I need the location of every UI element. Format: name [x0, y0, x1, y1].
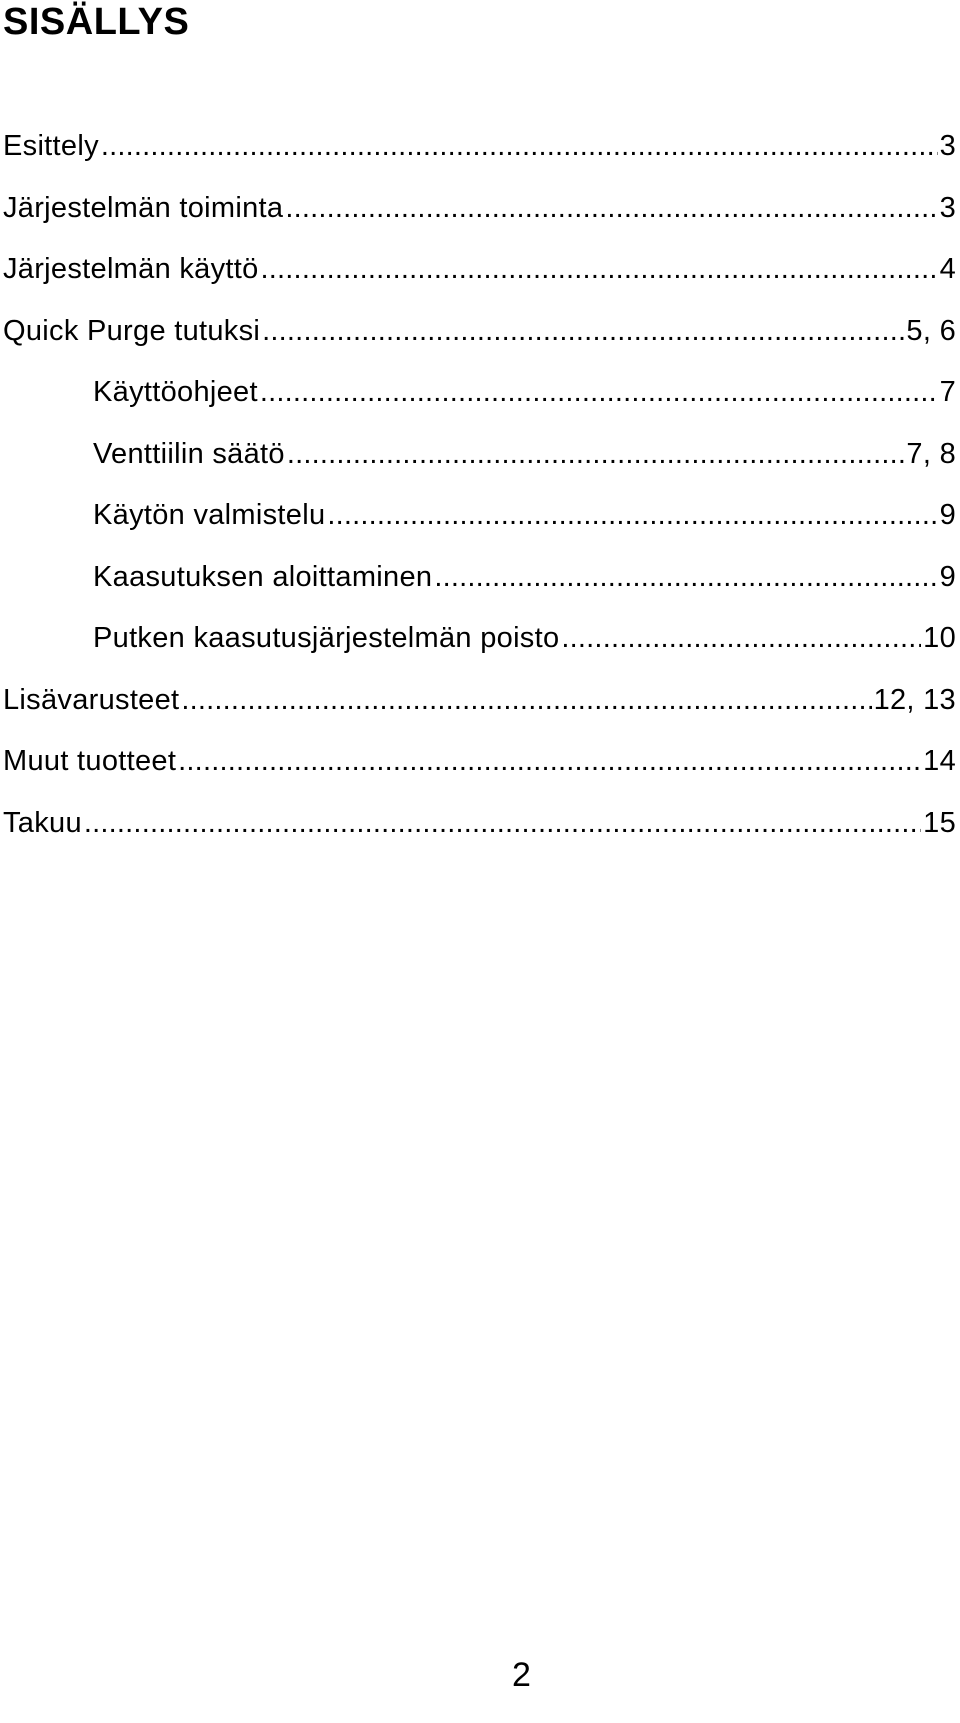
toc-entry-page: 7, 8	[906, 437, 956, 470]
toc-entry-jarjestelman-kaytto	[0, 249, 956, 311]
toc-entry-kayton-valmistelu	[0, 495, 956, 557]
toc-entry-takuu	[0, 803, 956, 865]
toc-entry-label: Lisävarusteet	[3, 683, 180, 716]
toc-entry-page: 15	[923, 806, 956, 839]
toc-entry-page: 3	[939, 130, 956, 162]
toc-entry-jarjestelman-toiminta	[0, 188, 956, 250]
dot-leader	[261, 249, 938, 289]
table-of-contents	[0, 126, 956, 864]
dot-leader	[84, 803, 921, 843]
dot-leader	[327, 495, 937, 535]
toc-entry-putken-kaasutusjarjestelman-poisto	[0, 618, 956, 680]
toc-entry-page: 3	[939, 191, 956, 224]
toc-entry-page: 14	[923, 745, 956, 777]
toc-entry-lisavarusteet	[0, 680, 956, 742]
dot-leader	[285, 188, 937, 228]
dot-leader	[260, 372, 938, 412]
document-title: SISÄLLYS	[3, 1, 190, 43]
dot-leader	[101, 126, 938, 166]
toc-entry-label: Putken kaasutusjärjestelmän poisto	[93, 622, 560, 654]
toc-entry-label: Venttiilin säätö	[93, 437, 285, 470]
toc-entry-page: 10	[923, 622, 956, 654]
toc-entry-page: 9	[939, 560, 956, 593]
toc-entry-venttiilin-saato	[0, 434, 956, 496]
toc-entry-quick-purge-tutuksi	[0, 311, 956, 373]
toc-entry-label: Esittely	[3, 130, 99, 162]
toc-entry-label: Kaasutuksen aloittaminen	[93, 560, 433, 593]
toc-entry-label: Käytön valmistelu	[93, 499, 326, 531]
toc-entry-label: Käyttöohjeet	[93, 376, 258, 408]
toc-entry-page: 7	[939, 376, 956, 408]
toc-entry-label: Järjestelmän toiminta	[3, 191, 284, 224]
toc-entry-esittely	[0, 126, 956, 188]
toc-entry-muut-tuotteet	[0, 741, 956, 803]
toc-entry-kaasutuksen-aloittaminen	[0, 557, 956, 619]
toc-entry-label: Quick Purge tutuksi	[3, 314, 261, 347]
toc-entry-page: 5, 6	[906, 314, 956, 347]
toc-entry-page: 9	[939, 499, 956, 531]
toc-entry-kayttoohjeet	[0, 372, 956, 434]
dot-leader	[287, 434, 905, 474]
dot-leader	[178, 741, 921, 781]
toc-entry-label: Takuu	[3, 806, 82, 839]
dot-leader	[434, 557, 937, 597]
dot-leader	[262, 311, 904, 351]
toc-entry-page: 4	[939, 253, 956, 285]
page-number: 2	[512, 1656, 531, 1694]
toc-entry-label: Järjestelmän käyttö	[3, 253, 259, 285]
toc-entry-label: Muut tuotteet	[3, 745, 177, 777]
dot-leader	[181, 680, 871, 720]
dot-leader	[561, 618, 921, 658]
toc-entry-page: 12, 13	[873, 683, 956, 716]
